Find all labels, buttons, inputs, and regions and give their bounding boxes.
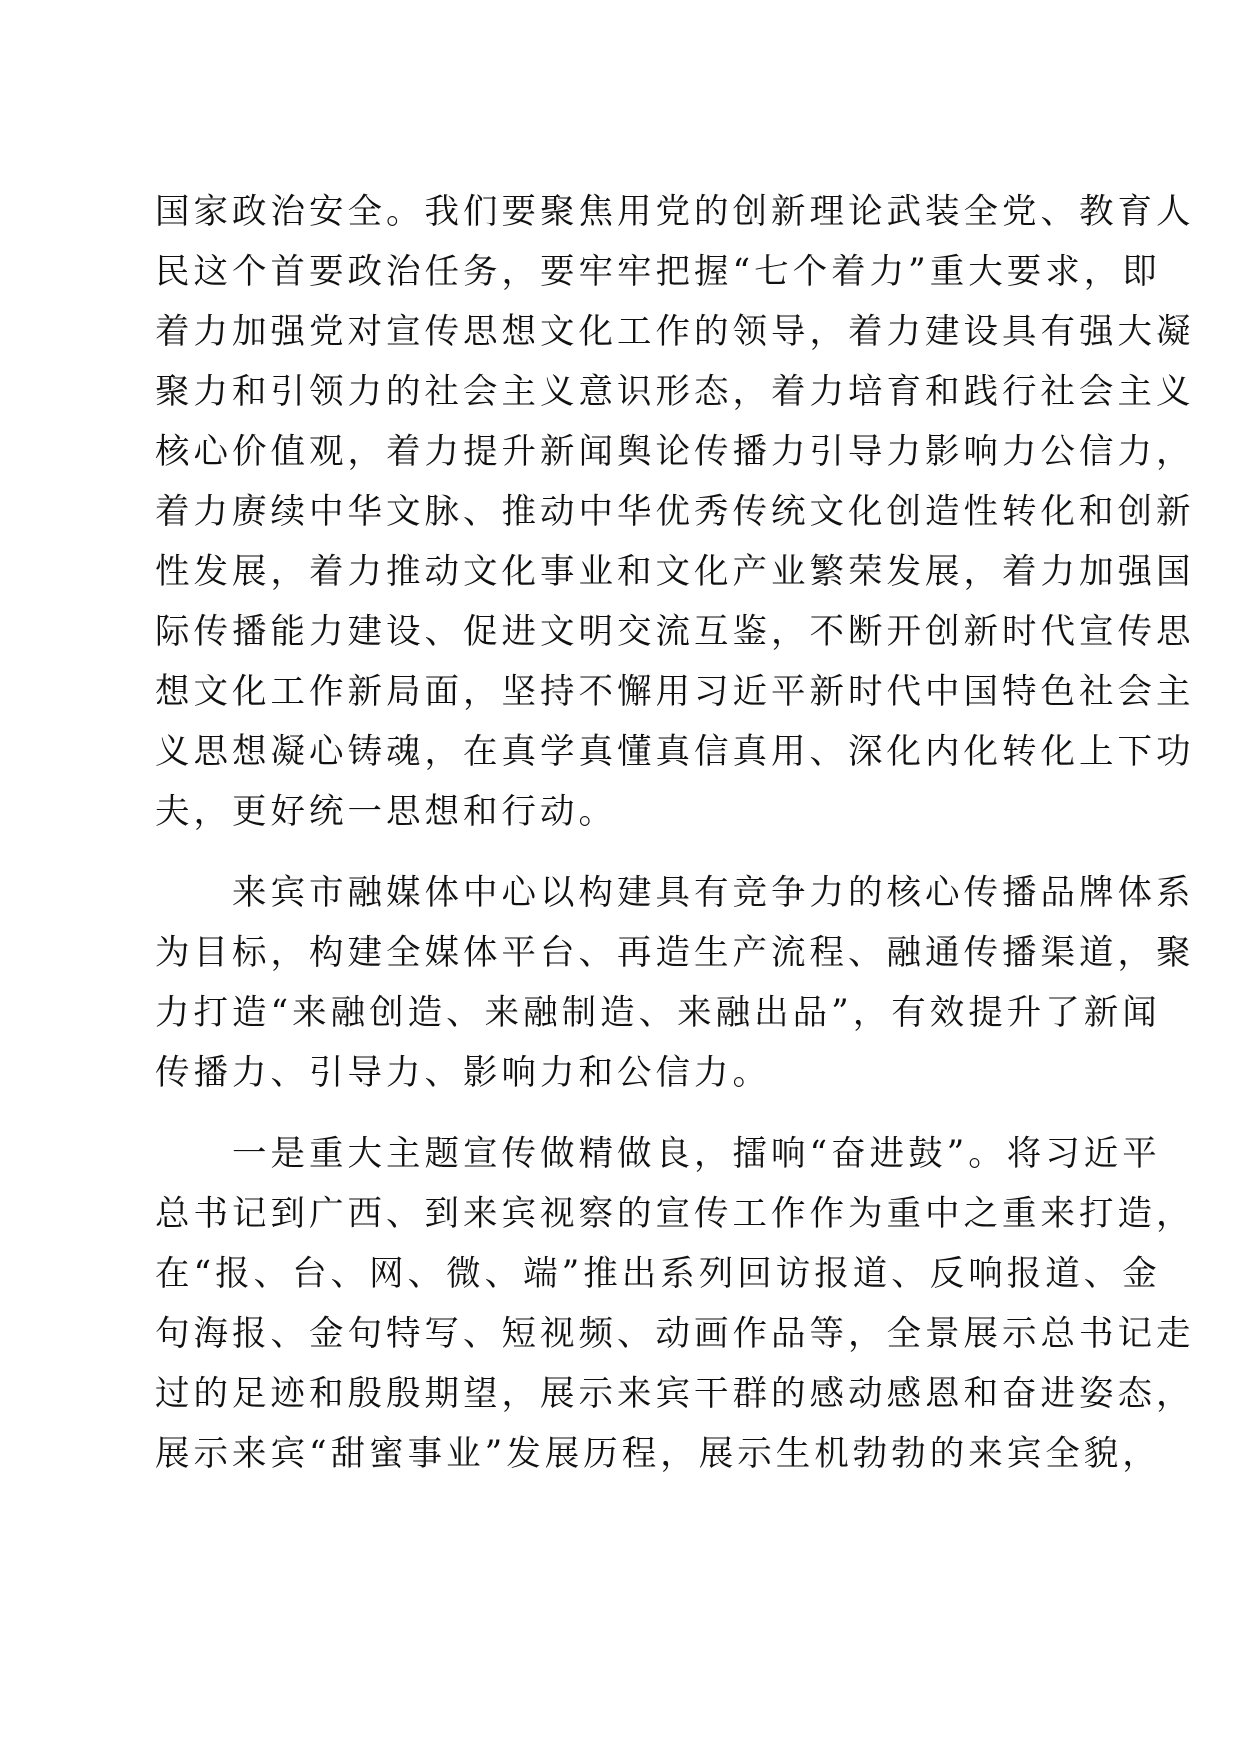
text-line: 传播力、引导力、影响力和公信力。: [155, 1053, 771, 1093]
text-line: 来宾市融媒体中心以构建具有竞争力的核心传播品牌体系: [155, 873, 1195, 913]
paragraph-spacing: [155, 842, 1081, 863]
text-line: 在“报、台、网、微、端”推出系列回访报道、反响报道、金: [155, 1254, 1161, 1294]
text-line: 过的足迹和殷殷期望，展示来宾干群的感动感恩和奋进姿态，: [155, 1374, 1195, 1414]
text-line: 为目标，构建全媒体平台、再造生产流程、融通传播渠道，聚: [155, 933, 1195, 973]
text-line: 聚力和引领力的社会主义意识形态，着力培育和践行社会主义: [155, 372, 1195, 412]
text-line: 民这个首要政治任务，要牢牢把握“七个着力”重大要求，即: [155, 252, 1161, 292]
paragraph: [155, 182, 1195, 842]
document-body: [155, 182, 1195, 1484]
text-line: 力打造“来融创造、来融制造、来融出品”，有效提升了新闻: [155, 993, 1161, 1033]
text-line: 着力赓续中华文脉、推动中华优秀传统文化创造性转化和创新: [155, 492, 1195, 532]
text-line: 一是重大主题宣传做精做良，擂响“奋进鼓”。将习近平: [155, 1134, 1161, 1174]
text-line: 核心价值观，着力提升新闻舆论传播力引导力影响力公信力，: [155, 432, 1195, 472]
paragraph: [155, 1124, 1195, 1484]
paragraph: [155, 863, 1195, 1103]
paragraph-spacing: [155, 1103, 1081, 1124]
text-line: 想文化工作新局面，坚持不懈用习近平新时代中国特色社会主: [155, 672, 1195, 712]
text-line: 夫，更好统一思想和行动。: [155, 792, 617, 832]
text-line: 义思想凝心铸魂，在真学真懂真信真用、深化内化转化上下功: [155, 732, 1195, 772]
text-line: 展示来宾“甜蜜事业”发展历程，展示生机勃勃的来宾全貌，: [155, 1434, 1161, 1474]
text-line: 性发展，着力推动文化事业和文化产业繁荣发展，着力加强国: [155, 552, 1195, 592]
text-line: 国家政治安全。我们要聚焦用党的创新理论武装全党、教育人: [155, 192, 1195, 232]
text-line: 句海报、金句特写、短视频、动画作品等，全景展示总书记走: [155, 1314, 1195, 1354]
text-line: 总书记到广西、到来宾视察的宣传工作作为重中之重来打造，: [155, 1194, 1195, 1234]
text-line: 着力加强党对宣传思想文化工作的领导，着力建设具有强大凝: [155, 312, 1195, 352]
text-line: 际传播能力建设、促进文明交流互鉴，不断开创新时代宣传思: [155, 612, 1195, 652]
